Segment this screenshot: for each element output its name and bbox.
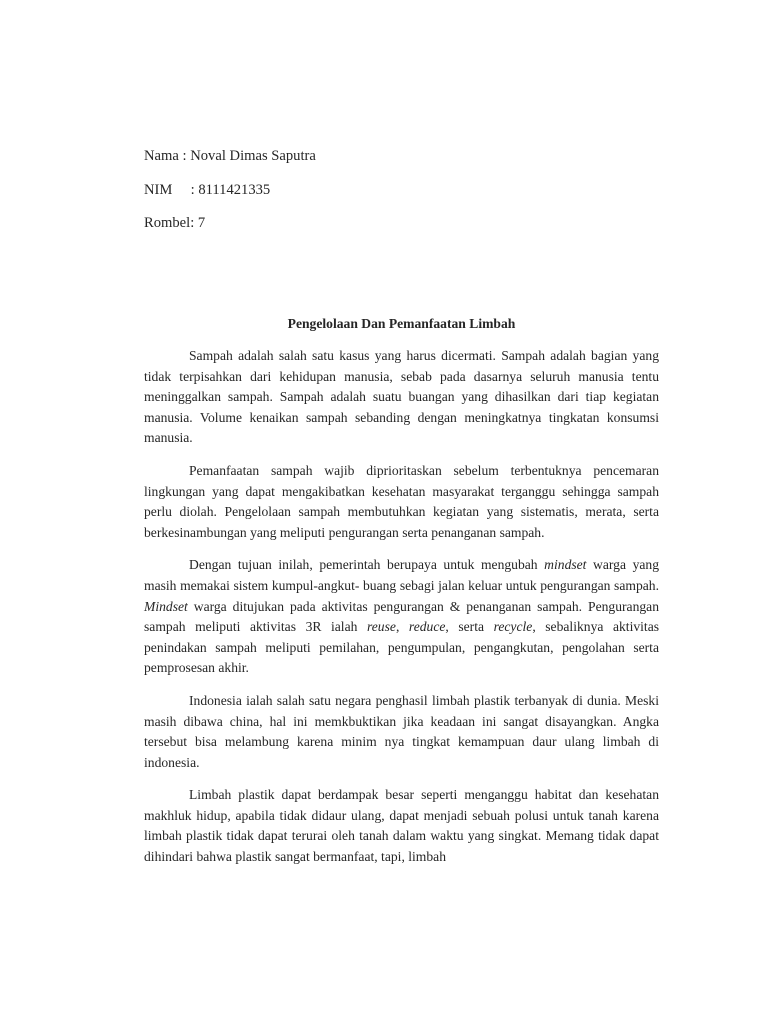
paragraph-3-text-5: , serta xyxy=(445,619,494,635)
paragraph-3-italic-reduce: reduce xyxy=(408,619,446,635)
rombel-label: Rombel: xyxy=(144,215,198,231)
paragraph-3-italic-mindset-2: Mindset xyxy=(144,598,188,614)
paragraph-3-text-2: warga yang masih memakai sistem kumpul-angkut- buang sebagi jalan keluar untuk pengurangan sampah. xyxy=(144,557,659,593)
name-line xyxy=(144,146,316,166)
name-label: Nama xyxy=(144,148,179,164)
paragraph-4: Indonesia ialah salah satu negara penghasil limbah plastik terbanyak di dunia. Meski masih dibawa china, hal ini memkbuktikan jika keadaan ini sangat disayangkan. Angka tersebut bisa melambung karena minim nya tingkat kemampuan daur ulang limbah di indonesia. xyxy=(144,692,659,770)
nim-separator: : xyxy=(172,181,199,198)
rombel-value: 7 xyxy=(197,215,206,231)
document-title: Pengelolaan Dan Pemanfaatan Limbah xyxy=(287,316,516,331)
paragraph-3-text-3: warga ditujukan pada aktivitas pengurangan & penanganan sampah. Pengurangan sampah meliputi aktivitas 3R ialah xyxy=(144,598,659,635)
paragraph-5: Limbah plastik dapat berdampak besar seperti menganggu habitat dan kesehatan makhluk hidup, apabila tidak didaur ulang, dapat menjadi sebuah polusi untuk tanah karena limbah plastik tidak dapat terurai oleh tanah dalam waktu yang singkat. Memang tidak dapat dihindari bahwa plastik sangat bermanfaat, tapi, limbah xyxy=(144,787,659,865)
paragraph-1: Sampah adalah salah satu kasus yang harus dicermati. Sampah adalah bagian yang tidak terpisahkan dari kehidupan manusia, sebab pada dasarnya seluruh manusia tentu meninggalkan sampah. Sampah adalah suatu buangan yang dihasilkan dari tiap kegiatan manusia. Volume kenaikan sampah sebanding dengan meningkatnya tingkatan konsumsi manusia. xyxy=(144,348,659,446)
paragraph-3-text-6: , sebaliknya aktivitas penindakan sampah meliputi pemilahan, pengumpulan, pengangkutan, pengolahan serta pemprosesan akhir. xyxy=(144,619,660,676)
name-separator: : xyxy=(178,148,191,164)
nim-label: NIM xyxy=(144,181,173,198)
name-value: Noval Dimas Saputra xyxy=(190,148,316,164)
document-body xyxy=(144,346,659,880)
paragraph-3-italic-reuse: reuse xyxy=(366,619,396,635)
paragraph-2: Pemanfaatan sampah wajib diprioritaskan sebelum terbentuknya pencemaran lingkungan yang dapat mengakibatkan kesehatan masyarakat terganggu sehingga sampah perlu diolah. Pengelolaan sampah membutuhkan kegiatan yang sistematis, merata, serta berkesinambungan yang meliputi pengurangan serta penanganan sampah. xyxy=(144,462,659,540)
rombel-line xyxy=(144,213,316,233)
nim-line xyxy=(144,180,316,200)
student-identity xyxy=(144,146,316,247)
paragraph-3-italic-mindset: mindset xyxy=(544,557,587,573)
paragraph-3-text-4: , xyxy=(395,619,409,635)
nim-value: 8111421335 xyxy=(198,181,271,198)
paragraph-3-text-1: Dengan tujuan inilah, pemerintah berupaya untuk mengubah xyxy=(189,557,545,573)
paragraph-3-italic-recycle: recycle xyxy=(493,619,533,635)
paragraph-3 xyxy=(144,555,659,679)
